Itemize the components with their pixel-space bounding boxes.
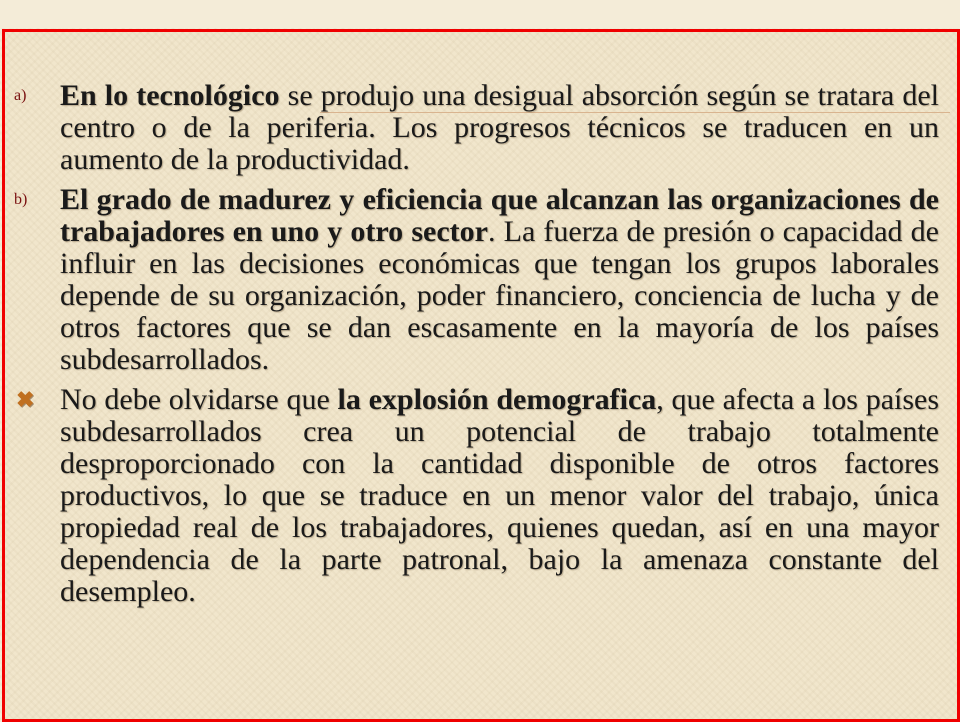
- item-b-text: . La fuerza de presión o capacidad de influir en las decisiones económicas que tengan los grupos laborales depende de su organización, poder financiero, conciencia de lucha y de otros factores que se dan escasamente en la mayoría de los países subdesarrollados.: [60, 215, 939, 376]
- item-x-text: , que afecta a los países subdesarrollados crea un potencial de trabajo totalmente desproporcionado con la cantidad disponible de otros factores productivos, lo que se traduce en un menor valor del trabajo, única propiedad real de los trabajadores, quienes quedan, así en una mayor dependencia de la parte patronal, bajo la amenaza constante del desempleo.: [60, 383, 940, 608]
- list-marker-a: a): [14, 87, 27, 104]
- item-x-lead-text: No debe olvidarse que: [60, 383, 338, 416]
- item-a-bold-text: En lo tecnológico: [60, 79, 280, 112]
- list-item-a: [14, 80, 939, 176]
- top-band: [0, 0, 960, 28]
- item-b-bold-text: El grado de madurez y eficiencia que alcanzan las organizaciones de trabajadores en uno y otro sector: [60, 183, 939, 248]
- x-bullet-icon: ✖: [16, 387, 35, 412]
- list-item-x: [14, 384, 939, 608]
- list-item-b: [14, 184, 939, 376]
- item-a-text: se produjo una desigual absorción según se tratara del centro o de la periferia. Los progresos técnicos se traducen en un aumento de la productividad.: [60, 79, 939, 176]
- list-marker-b: b): [14, 191, 28, 208]
- item-x-bold-text: la explosión demografica: [337, 383, 657, 416]
- bullet-list: [14, 80, 939, 616]
